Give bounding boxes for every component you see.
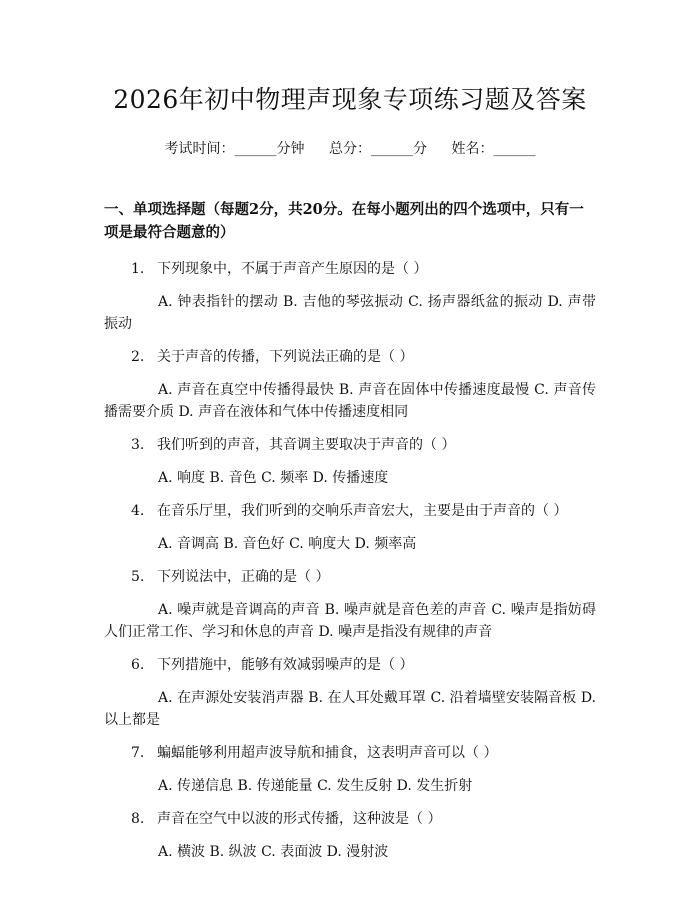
question-options: A. 钟表指针的摆动 B. 吉他的琴弦振动 C. 扬声器纸盆的振动 D. 声带振动 (104, 294, 596, 332)
question-stem (104, 566, 596, 588)
question-number: 5. (131, 569, 145, 585)
question-text: 下列现象中，不属于声音产生原因的是（ ） (157, 261, 428, 277)
question-6 (104, 654, 596, 731)
question-number: 2. (131, 349, 145, 365)
question-text: 蝙蝠能够利用超声波导航和捕食，这表明声音可以（ ） (157, 745, 498, 761)
student-name-field: 姓名：______ (451, 141, 536, 157)
question-number: 6. (131, 657, 145, 673)
question-number: 3. (131, 437, 145, 453)
question-8 (104, 808, 596, 863)
total-score-field: 总分：______分 (329, 141, 427, 157)
question-list (104, 258, 596, 863)
exam-meta (104, 138, 596, 160)
question-5 (104, 566, 596, 643)
question-1 (104, 258, 596, 335)
question-stem (104, 500, 596, 522)
question-options: A. 在声源处安装消声器 B. 在人耳处戴耳罩 C. 沿着墙壁安装隔音板 D. 以上都是 (104, 690, 596, 728)
question-text: 下列说法中，正确的是（ ） (157, 569, 330, 585)
question-stem (104, 742, 596, 764)
question-number: 1. (131, 261, 145, 277)
question-stem (104, 346, 596, 368)
question-options: A. 横波 B. 纵波 C. 表面波 D. 漫射波 (158, 844, 389, 860)
question-options: A. 传递信息 B. 传递能量 C. 发生反射 D. 发生折射 (158, 778, 473, 794)
question-options: A. 音调高 B. 音色好 C. 响度大 D. 频率高 (158, 536, 417, 552)
question-options: A. 响度 B. 音色 C. 频率 D. 传播速度 (158, 470, 389, 486)
document-title: 2026年初中物理声现象专项练习题及答案 (113, 85, 587, 114)
question-stem (104, 654, 596, 676)
question-stem (104, 808, 596, 830)
question-2 (104, 346, 596, 423)
question-text: 下列措施中，能够有效减弱噪声的是（ ） (157, 657, 414, 673)
question-4 (104, 500, 596, 555)
question-text: 关于声音的传播，下列说法正确的是（ ） (157, 349, 414, 365)
question-text: 在音乐厅里，我们听到的交响乐声音宏大，主要是由于声音的（ ） (157, 503, 568, 519)
question-7 (104, 742, 596, 797)
question-stem (104, 434, 596, 456)
exam-time-field: 考试时间：______分钟 (164, 141, 305, 157)
section-heading: 一、单项选择题（每题2分，共20分。在每小题列出的四个选项中，只有一项是最符合题意的） (104, 201, 584, 241)
question-options: A. 噪声就是音调高的声音 B. 噪声就是音色差的声音 C. 噪声是指妨碍人们正常工作、学习和休息的声音 D. 噪声是指没有规律的声音 (104, 602, 596, 640)
question-stem (104, 258, 596, 280)
question-number: 8. (131, 811, 145, 827)
question-options: A. 声音在真空中传播得最快 B. 声音在固体中传播速度最慢 C. 声音传播需要介质 D. 声音在液体和气体中传播速度相同 (104, 382, 596, 420)
question-number: 4. (131, 503, 145, 519)
question-3 (104, 434, 596, 489)
question-text: 我们听到的声音，其音调主要取决于声音的（ ） (157, 437, 456, 453)
question-number: 7. (131, 745, 145, 761)
question-text: 声音在空气中以波的形式传播，这种波是（ ） (157, 811, 442, 827)
